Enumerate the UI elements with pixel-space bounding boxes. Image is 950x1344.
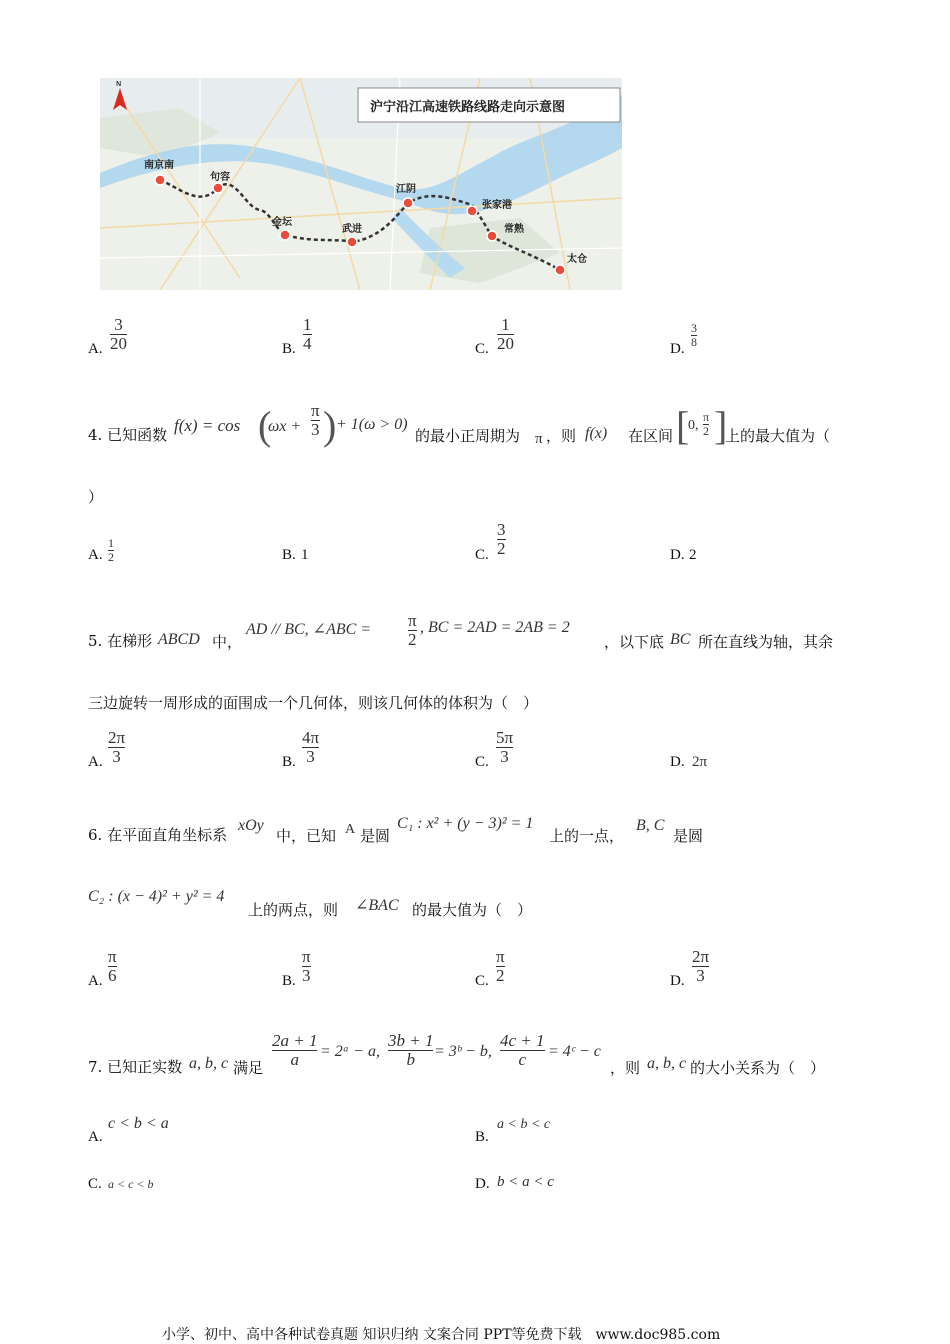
q4-option-a-value: 1 2 bbox=[108, 536, 114, 564]
svg-text:金坛: 金坛 bbox=[272, 217, 292, 228]
q4-prefix: 4. 已知函数 bbox=[88, 426, 168, 444]
q7-fraction-3: 4c + 1 c bbox=[500, 1031, 545, 1069]
q4-option-c-value: 3 2 bbox=[497, 520, 506, 558]
q5-option-c-label[interactable]: C. bbox=[475, 754, 489, 770]
q5-bc: BC bbox=[670, 631, 691, 648]
q3-option-a-label[interactable]: A. bbox=[88, 341, 103, 357]
q4-fraction: π 3 bbox=[311, 401, 320, 439]
q5-cond1: AD // BC, ∠ABC = bbox=[246, 621, 372, 638]
svg-text:南京南: 南京南 bbox=[144, 160, 174, 171]
q4-text-2: 的最小正周期为 bbox=[415, 427, 521, 445]
q4-text-5: 上的最大值为（ bbox=[725, 427, 831, 445]
q5-option-d-label[interactable]: D. bbox=[670, 754, 685, 770]
q7-option-b-value: a < b < c bbox=[497, 1117, 551, 1132]
q7-option-b-label[interactable]: B. bbox=[475, 1129, 489, 1145]
q6-point-a: A bbox=[345, 822, 356, 837]
q3-option-a-value: 3 20 bbox=[110, 315, 127, 353]
q6-circle-c2: C₂ : (x − 4)² + y² = 4 bbox=[88, 888, 225, 905]
q4-text-4: 在区间 bbox=[628, 427, 674, 445]
svg-text:江阴: 江阴 bbox=[396, 184, 416, 195]
q5-option-b-label[interactable]: B. bbox=[282, 754, 296, 770]
q4-text-3: ，则 bbox=[546, 427, 577, 445]
q7-fraction-1: 2a + 1 a bbox=[272, 1031, 318, 1069]
q5-option-b-value: 4π 3 bbox=[302, 728, 320, 766]
q5-option-a-label[interactable]: A. bbox=[88, 754, 103, 770]
q7-abc: a, b, c bbox=[189, 1055, 229, 1072]
q7-option-d-value: b < a < c bbox=[497, 1174, 554, 1190]
svg-text:太仓: 太仓 bbox=[567, 254, 587, 265]
q4-interval-right: π 2 bbox=[703, 410, 710, 438]
q4-inner: ωx + bbox=[268, 418, 302, 435]
q3-option-c-value: 1 20 bbox=[497, 315, 514, 353]
q3-option-d-label[interactable]: D. bbox=[670, 341, 685, 357]
q4-fx: f(x) bbox=[585, 425, 608, 442]
q6-text-6: 上的两点，则 bbox=[248, 901, 339, 919]
route-map bbox=[100, 78, 622, 290]
q6-prefix: 6. 在平面直角坐标系 bbox=[88, 826, 228, 844]
q7-option-c-value: a < c < b bbox=[108, 1177, 154, 1191]
q4-tail: + 1(ω > 0) bbox=[336, 416, 408, 433]
north-label: N bbox=[116, 80, 122, 88]
q6-circle-c1: C₁ : x² + (y − 3)² = 1 bbox=[397, 815, 534, 832]
q4-option-d-value: 2 bbox=[689, 547, 697, 563]
q4-interval-left: 0, bbox=[688, 418, 699, 433]
q5-fraction: π 2 bbox=[408, 611, 417, 649]
q5-cond2: , BC = 2AD = 2AB = 2 bbox=[420, 619, 570, 636]
svg-text:武进: 武进 bbox=[342, 224, 362, 235]
q5-text-4: 所在直线为轴，其余 bbox=[698, 633, 834, 651]
q5-shape: ABCD bbox=[158, 631, 200, 648]
q4-func: f(x) = cos bbox=[174, 416, 241, 435]
q7-eq-3: = 4ᶜ − c bbox=[548, 1043, 601, 1060]
q6-option-d-label[interactable]: D. bbox=[670, 973, 685, 989]
q4-period: π bbox=[535, 431, 543, 447]
q5-line2: 三边旋转一周形成的面围成一个几何体，则该几何体的体积为（ ） bbox=[88, 694, 539, 712]
q3-option-d-value: 3 8 bbox=[691, 321, 697, 349]
q6-text-2: 中，已知 bbox=[276, 827, 337, 845]
q5-text-3: ，以下底 bbox=[604, 633, 665, 651]
q5-option-d-value: 2π bbox=[692, 754, 708, 770]
q6-option-c-value: π 2 bbox=[496, 947, 505, 985]
svg-text:句容: 句容 bbox=[210, 172, 230, 183]
q5-text-2: 中， bbox=[212, 633, 243, 651]
q4-option-b-label[interactable]: B. bbox=[282, 547, 296, 563]
q7-option-a-label[interactable]: A. bbox=[88, 1129, 103, 1145]
q6-option-d-value: 2π 3 bbox=[692, 947, 710, 985]
q4-option-c-label[interactable]: C. bbox=[475, 547, 489, 563]
q7-option-d-label[interactable]: D. bbox=[475, 1176, 490, 1192]
q6-angle: ∠BAC bbox=[355, 897, 399, 914]
q6-option-c-label[interactable]: C. bbox=[475, 973, 489, 989]
q5-option-a-value: 2π 3 bbox=[108, 728, 126, 766]
q7-eq-1: = 2ᵃ − a, bbox=[320, 1043, 380, 1060]
q7-text-4: 的大小关系为（ ） bbox=[690, 1059, 826, 1077]
q6-option-a-label[interactable]: A. bbox=[88, 973, 103, 989]
q6-option-b-label[interactable]: B. bbox=[282, 973, 296, 989]
q6-text-4: 上的一点， bbox=[549, 827, 625, 845]
q6-text-7: 的最大值为（ ） bbox=[412, 901, 533, 919]
q7-text-2: 满足 bbox=[233, 1059, 264, 1077]
q7-prefix: 7. 已知正实数 bbox=[88, 1058, 183, 1076]
q5-option-c-value: 5π 3 bbox=[496, 728, 514, 766]
q6-bc: B, C bbox=[636, 817, 665, 834]
q6-text-5: 是圆 bbox=[673, 827, 704, 845]
q4-option-a-label[interactable]: A. bbox=[88, 547, 103, 563]
q4-option-b-value: 1 bbox=[301, 547, 309, 563]
svg-text:常熟: 常熟 bbox=[504, 224, 524, 235]
q4-option-d-label[interactable]: D. bbox=[670, 547, 685, 563]
svg-text:张家港: 张家港 bbox=[482, 200, 512, 211]
route-map-graphic bbox=[100, 78, 622, 290]
q7-eq-2: = 3ᵇ − b, bbox=[434, 1043, 492, 1060]
q6-option-a-value: π 6 bbox=[108, 947, 117, 985]
q7-option-a-value: c < b < a bbox=[108, 1115, 169, 1132]
footer-text: 小学、初中、高中各种试卷真题 知识归纳 文案合同 PPT等免费下载 www.doc985.com bbox=[162, 1327, 721, 1343]
q3-option-b-value: 1 4 bbox=[303, 315, 312, 353]
q3-option-b-label[interactable]: B. bbox=[282, 341, 296, 357]
q6-xoy: xOy bbox=[238, 817, 264, 834]
q7-option-c-label[interactable]: C. bbox=[88, 1176, 102, 1192]
q3-option-c-label[interactable]: C. bbox=[475, 341, 489, 357]
q4-close: ） bbox=[88, 488, 104, 506]
q6-text-3: 是圆 bbox=[360, 827, 391, 845]
q5-prefix: 5. 在梯形 bbox=[88, 632, 153, 650]
q7-abc-2: a, b, c bbox=[647, 1055, 687, 1072]
q7-fraction-2: 3b + 1 b bbox=[388, 1031, 434, 1069]
map-title: 沪宁沿江高速铁路线路走向示意图 bbox=[370, 100, 566, 115]
q6-option-b-value: π 3 bbox=[302, 947, 311, 985]
q7-text-3: ，则 bbox=[610, 1059, 641, 1077]
